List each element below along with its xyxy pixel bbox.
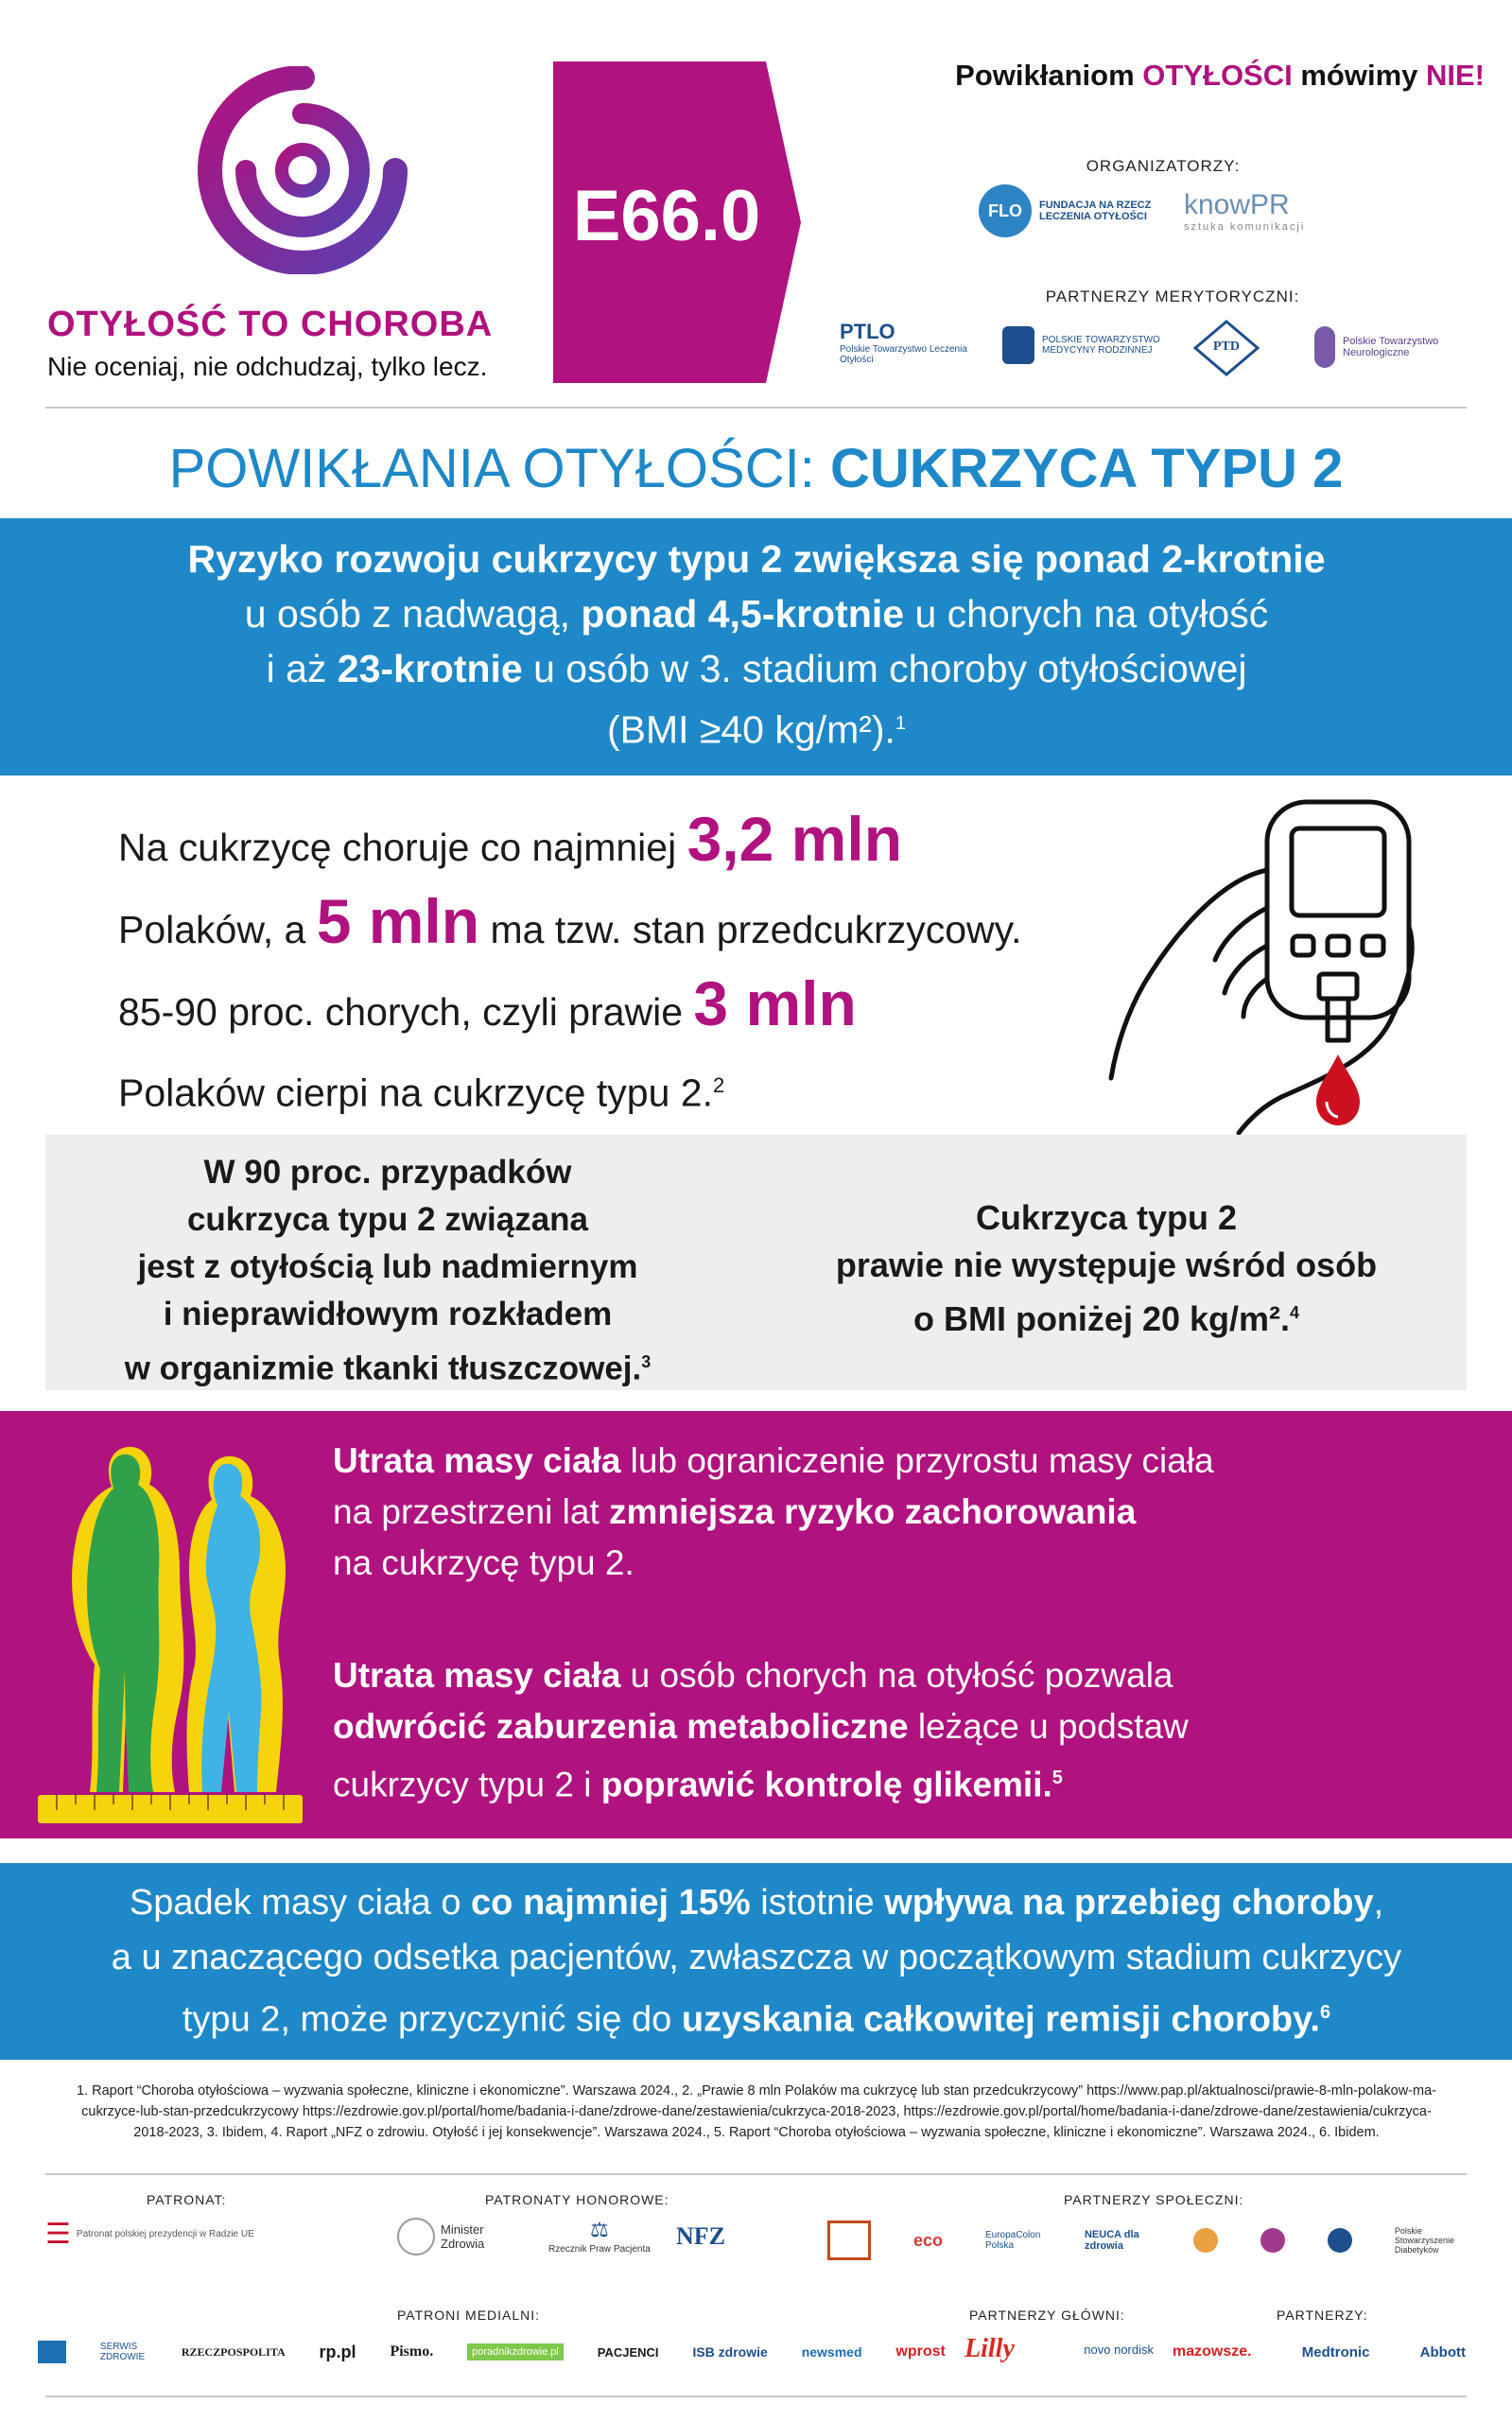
risk-text-part: 23-krotnie — [337, 647, 523, 690]
risk-text — [57, 531, 1456, 758]
stats-line — [118, 1049, 1177, 1130]
footnote-ref: 4 — [1290, 1303, 1300, 1322]
partner-mark-icon — [1260, 2228, 1285, 2253]
flo-text: FUNDACJA NA RZECZ LECZENIA OTYŁOŚCI — [1039, 200, 1152, 222]
footnote-ref: 5 — [1051, 1768, 1063, 1788]
text: Spadek masy ciała o — [129, 1883, 472, 1923]
campaign-logo — [161, 66, 444, 274]
media-logo: SERWIS ZDROWIE — [99, 2342, 146, 2362]
family-icon — [1002, 326, 1034, 364]
footnote-ref: 6 — [1320, 2002, 1331, 2023]
emphasis: poprawić kontrolę glikemii. — [600, 1765, 1052, 1804]
ptmr-logo — [1002, 326, 1165, 364]
risk-line — [57, 696, 1456, 758]
scales-icon: ⚖ — [590, 2218, 609, 2241]
media-logo: ISB zdrowie — [692, 2344, 768, 2360]
partner-mark-icon — [1328, 2228, 1352, 2253]
honorary-label: PATRONATY HONOROWE: — [485, 2192, 669, 2207]
risk-text-part: (BMI ≥40 kg/m²). — [606, 707, 895, 752]
risk-text-part: u chorych na otyłość — [904, 592, 1269, 636]
fact-line: jest z otyłością lub nadmiernym — [137, 1248, 638, 1285]
icd-code: E66.0 — [572, 176, 761, 256]
text: , — [1373, 1883, 1384, 1923]
rpp-text: Rzecznik Praw Pacjenta — [548, 2244, 651, 2255]
stats-text: 85-90 proc. chorych, czyli prawie — [118, 990, 694, 1034]
paragraph-line — [333, 1436, 1449, 1487]
text: typu 2, może przyczynić się do — [182, 1999, 682, 2040]
slogan-text: mówimy — [1292, 59, 1426, 92]
remission-line: a u znaczącego odsetka pacjentów, zwłaszcza w początkowym stadium cukrzycy — [111, 1938, 1402, 1977]
media-mark-icon — [38, 2341, 66, 2363]
fact-line: W 90 proc. przypadków — [203, 1154, 572, 1191]
risk-line: Ryzyko rozwoju cukrzycy typu 2 zwiększa się ponad 2-krotnie — [187, 537, 1326, 581]
remission-text — [38, 1875, 1475, 2047]
slogan-accent: OTYŁOŚCI — [1142, 59, 1293, 92]
media-patrons-row — [38, 2341, 946, 2363]
knowpr-mark: knowPR — [1184, 189, 1290, 220]
body-silhouettes-icon — [38, 1428, 303, 1825]
medtronic-logo: Medtronic — [1301, 2343, 1370, 2360]
fact-line: Cukrzyca typu 2 — [975, 1198, 1238, 1237]
emphasis: uzyskania całkowitej remisji choroby. — [681, 1999, 1320, 2040]
ptn-text: Polskie Towarzystwo Neurologiczne — [1343, 336, 1439, 358]
stats-text: Polaków cierpi na cukrzycę typu 2. — [118, 1071, 713, 1115]
mazowsze-logo: mazowsze. — [1173, 2343, 1252, 2360]
emphasis: co najmniej 15% — [471, 1883, 751, 1923]
text: u osób chorych na otyłość pozwala — [620, 1656, 1173, 1695]
divider — [45, 407, 1467, 409]
text: istotnie — [750, 1883, 885, 1923]
eco-logo: eco — [912, 2230, 944, 2250]
fact-text: o BMI poniżej 20 kg/m². — [912, 1299, 1291, 1338]
rpp-logo — [548, 2218, 651, 2255]
stats-number: 3,2 mln — [686, 804, 903, 874]
emphasis: zmniejsza ryzyko zachorowania — [609, 1492, 1137, 1531]
eagle-icon — [397, 2218, 435, 2256]
stats-line — [118, 884, 1177, 967]
weight-loss-paragraph-1 — [333, 1436, 1449, 1589]
main-partners-label: PARTNERZY GŁÓWNI: — [969, 2308, 1125, 2323]
footnote-ref: 1 — [895, 713, 907, 734]
slogan-accent: NIE! — [1426, 59, 1485, 92]
ptlo-mark: PTLO — [840, 320, 895, 343]
media-logo: RZECZPOSPOLITA — [181, 2344, 286, 2359]
eu-logo-text: Patronat polskiej prezydencji w Radzie UE — [76, 2229, 254, 2239]
minister-logo — [397, 2218, 507, 2256]
paragraph-line: na cukrzycę typu 2. — [333, 1543, 634, 1582]
main-partners-row — [965, 2334, 1154, 2364]
emphasis: wpływa na przebieg choroby — [884, 1883, 1374, 1923]
partner-mark-icon — [827, 2221, 871, 2260]
organizers-label: ORGANIZATORZY: — [1086, 157, 1241, 175]
stats-text: Polaków, a — [118, 908, 317, 951]
media-logo: wprost — [895, 2343, 946, 2360]
text: lub ograniczenie przyrostu masy ciała — [620, 1441, 1214, 1480]
social-partners-row — [827, 2221, 1461, 2260]
fact-text: w organizmie tkanki tłuszczowej. — [124, 1350, 642, 1387]
fact-line — [766, 1289, 1447, 1343]
media-logo: poradnikzdrowie.pl — [467, 2343, 564, 2360]
fact-line: i nieprawidłowym rozkładem — [163, 1296, 613, 1332]
media-logo: rp.pl — [319, 2342, 356, 2361]
partners-row — [1173, 2343, 1466, 2360]
weight-loss-paragraph-2 — [333, 1650, 1449, 1810]
patronat-label: PATRONAT: — [147, 2192, 227, 2207]
media-logo: PACJENCI — [597, 2344, 659, 2360]
paragraph-line — [333, 1487, 1449, 1538]
neuro-icon — [1314, 326, 1335, 368]
partners-label: PARTNERZY MERYTORYCZNI: — [1045, 287, 1300, 305]
glucometer-icon — [1106, 794, 1418, 1135]
stats-line — [118, 802, 1177, 884]
ptmr-text: POLSKIE TOWARZYSTWO MEDYCYNY RODZINNEJ — [1042, 335, 1160, 356]
novo-nordisk-logo: novo nordisk — [1084, 2342, 1154, 2357]
media-patrons-label: PATRONI MEDIALNI: — [397, 2308, 541, 2323]
knowpr-logo — [1184, 189, 1305, 233]
headline-strong: CUKRZYCA TYPU 2 — [829, 438, 1344, 499]
psd-logo: Polskie Stowarzyszenie Diabetyków — [1394, 2226, 1454, 2255]
paragraph-line — [333, 1752, 1449, 1810]
fact-bmi — [766, 1194, 1447, 1343]
stats-number: 3 mln — [693, 968, 857, 1038]
footnote-ref: 3 — [641, 1352, 652, 1371]
ptd-logo — [1193, 320, 1260, 376]
footnote-ref: 2 — [712, 1073, 725, 1097]
diabetes-stats — [118, 802, 1177, 1130]
lilly-logo: Lilly — [965, 2334, 1015, 2363]
fact-line — [66, 1338, 709, 1393]
emphasis: Utrata masy ciała — [333, 1441, 621, 1480]
ptlo-logo — [840, 320, 972, 365]
ptlo-text: Polskie Towarzystwo Leczenia Otyłości — [840, 344, 967, 365]
stats-line — [118, 967, 1177, 1049]
risk-text-part: i aż — [266, 647, 338, 690]
flo-logo — [979, 184, 1162, 237]
stats-text: ma tzw. stan przedcukrzycowy. — [479, 908, 1022, 951]
fact-obesity-link — [66, 1149, 709, 1393]
ptn-logo — [1314, 326, 1447, 368]
media-logo: Pismo. — [390, 2343, 434, 2360]
media-logo: newsmed — [801, 2344, 862, 2360]
slogan-text: Powikłaniom — [955, 59, 1143, 92]
risk-text-part: u osób w 3. stadium choroby otyłościowej — [522, 647, 1247, 690]
emphasis: odwrócić zaburzenia metaboliczne — [333, 1707, 909, 1746]
divider — [45, 2173, 1467, 2175]
emphasis: Utrata masy ciała — [333, 1656, 621, 1695]
brand-title: OTYŁOŚĆ TO CHOROBA — [47, 305, 494, 344]
fact-line: cukrzyca typu 2 związana — [186, 1201, 589, 1238]
paragraph-line — [333, 1650, 1449, 1701]
minister-text: Minister Zdrowia — [441, 2222, 485, 2251]
slogan — [832, 59, 1485, 93]
page-headline — [0, 437, 1512, 500]
paragraph-line — [333, 1701, 1449, 1752]
knowpr-text: sztuka komunikacji — [1184, 221, 1306, 233]
eu-presidency-logo — [45, 2218, 357, 2251]
europacolon-logo: EuropaColon Polska — [985, 2230, 1041, 2251]
fact-line: prawie nie występuje wśród osób — [835, 1245, 1378, 1284]
eu-logo-icon: ☰ — [45, 2219, 71, 2250]
remission-line — [38, 1875, 1475, 1930]
risk-line — [57, 586, 1456, 641]
flo-mark: FLO — [979, 184, 1032, 237]
text: leżące u podstaw — [908, 1707, 1189, 1746]
headline-light: POWIKŁANIA OTYŁOŚCI: — [168, 438, 830, 499]
social-partners-label: PARTNERZY SPOŁECZNI: — [1064, 2192, 1244, 2207]
remission-line — [38, 1985, 1475, 2047]
stats-text: Na cukrzycę choruje co najmniej — [118, 826, 687, 869]
nfz-logo — [676, 2222, 725, 2251]
nfz-mark: NFZ — [676, 2222, 725, 2250]
text: cukrzycy typu 2 i — [333, 1765, 601, 1804]
abbott-logo: Abbott — [1419, 2343, 1466, 2360]
partners2-label: PARTNERZY: — [1277, 2308, 1368, 2323]
footnotes: 1. Raport “Choroba otyłościowa – wyzwania społeczne, kliniczne i ekonomiczne”. Warszawa 2024., 2. „Prawie 8 mln Polaków ma cukrzycę lub stan przedcukrzycowy” https://www.pap.pl/aktualnosci/prawie-8-mln-polakow-ma-cukrzyce-lub-stan-przedcukrzycowy https://ezdrowie.gov.pl/portal/home/badania-i-dane/zdrowe-dane/zestawienia/cukrzyca-2018-2023, https://ezdrowie.gov.pl/portal/home/badania-i-dane/zdrowe-dane/zestawienia/cukrzyca-2018-2023, 3. Ibidem, 4. Raport „NFZ o zdrowiu. Otyłość i jej konsekwencje”. Warszawa 2024., 5. Raport “Choroba otyłościowa – wyzwania społeczne, kliniczne i ekonomiczne”. Warszawa 2024., 6. Ibidem. — [77, 2083, 1436, 2140]
ptd-text: PTD — [1213, 340, 1240, 354]
risk-line — [57, 641, 1456, 696]
risk-text-part: u osób z nadwagą, — [244, 592, 582, 636]
divider — [45, 2395, 1467, 2397]
partner-mark-icon — [1193, 2228, 1218, 2253]
risk-text-part: ponad 4,5-krotnie — [581, 592, 905, 636]
stats-number: 5 mln — [316, 886, 480, 956]
text: na przestrzeni lat — [333, 1492, 610, 1531]
neuca-logo: NEUCA dla zdrowia — [1084, 2229, 1139, 2252]
brand-subtitle: Nie oceniaj, nie odchudzaj, tylko lecz. — [47, 352, 488, 381]
